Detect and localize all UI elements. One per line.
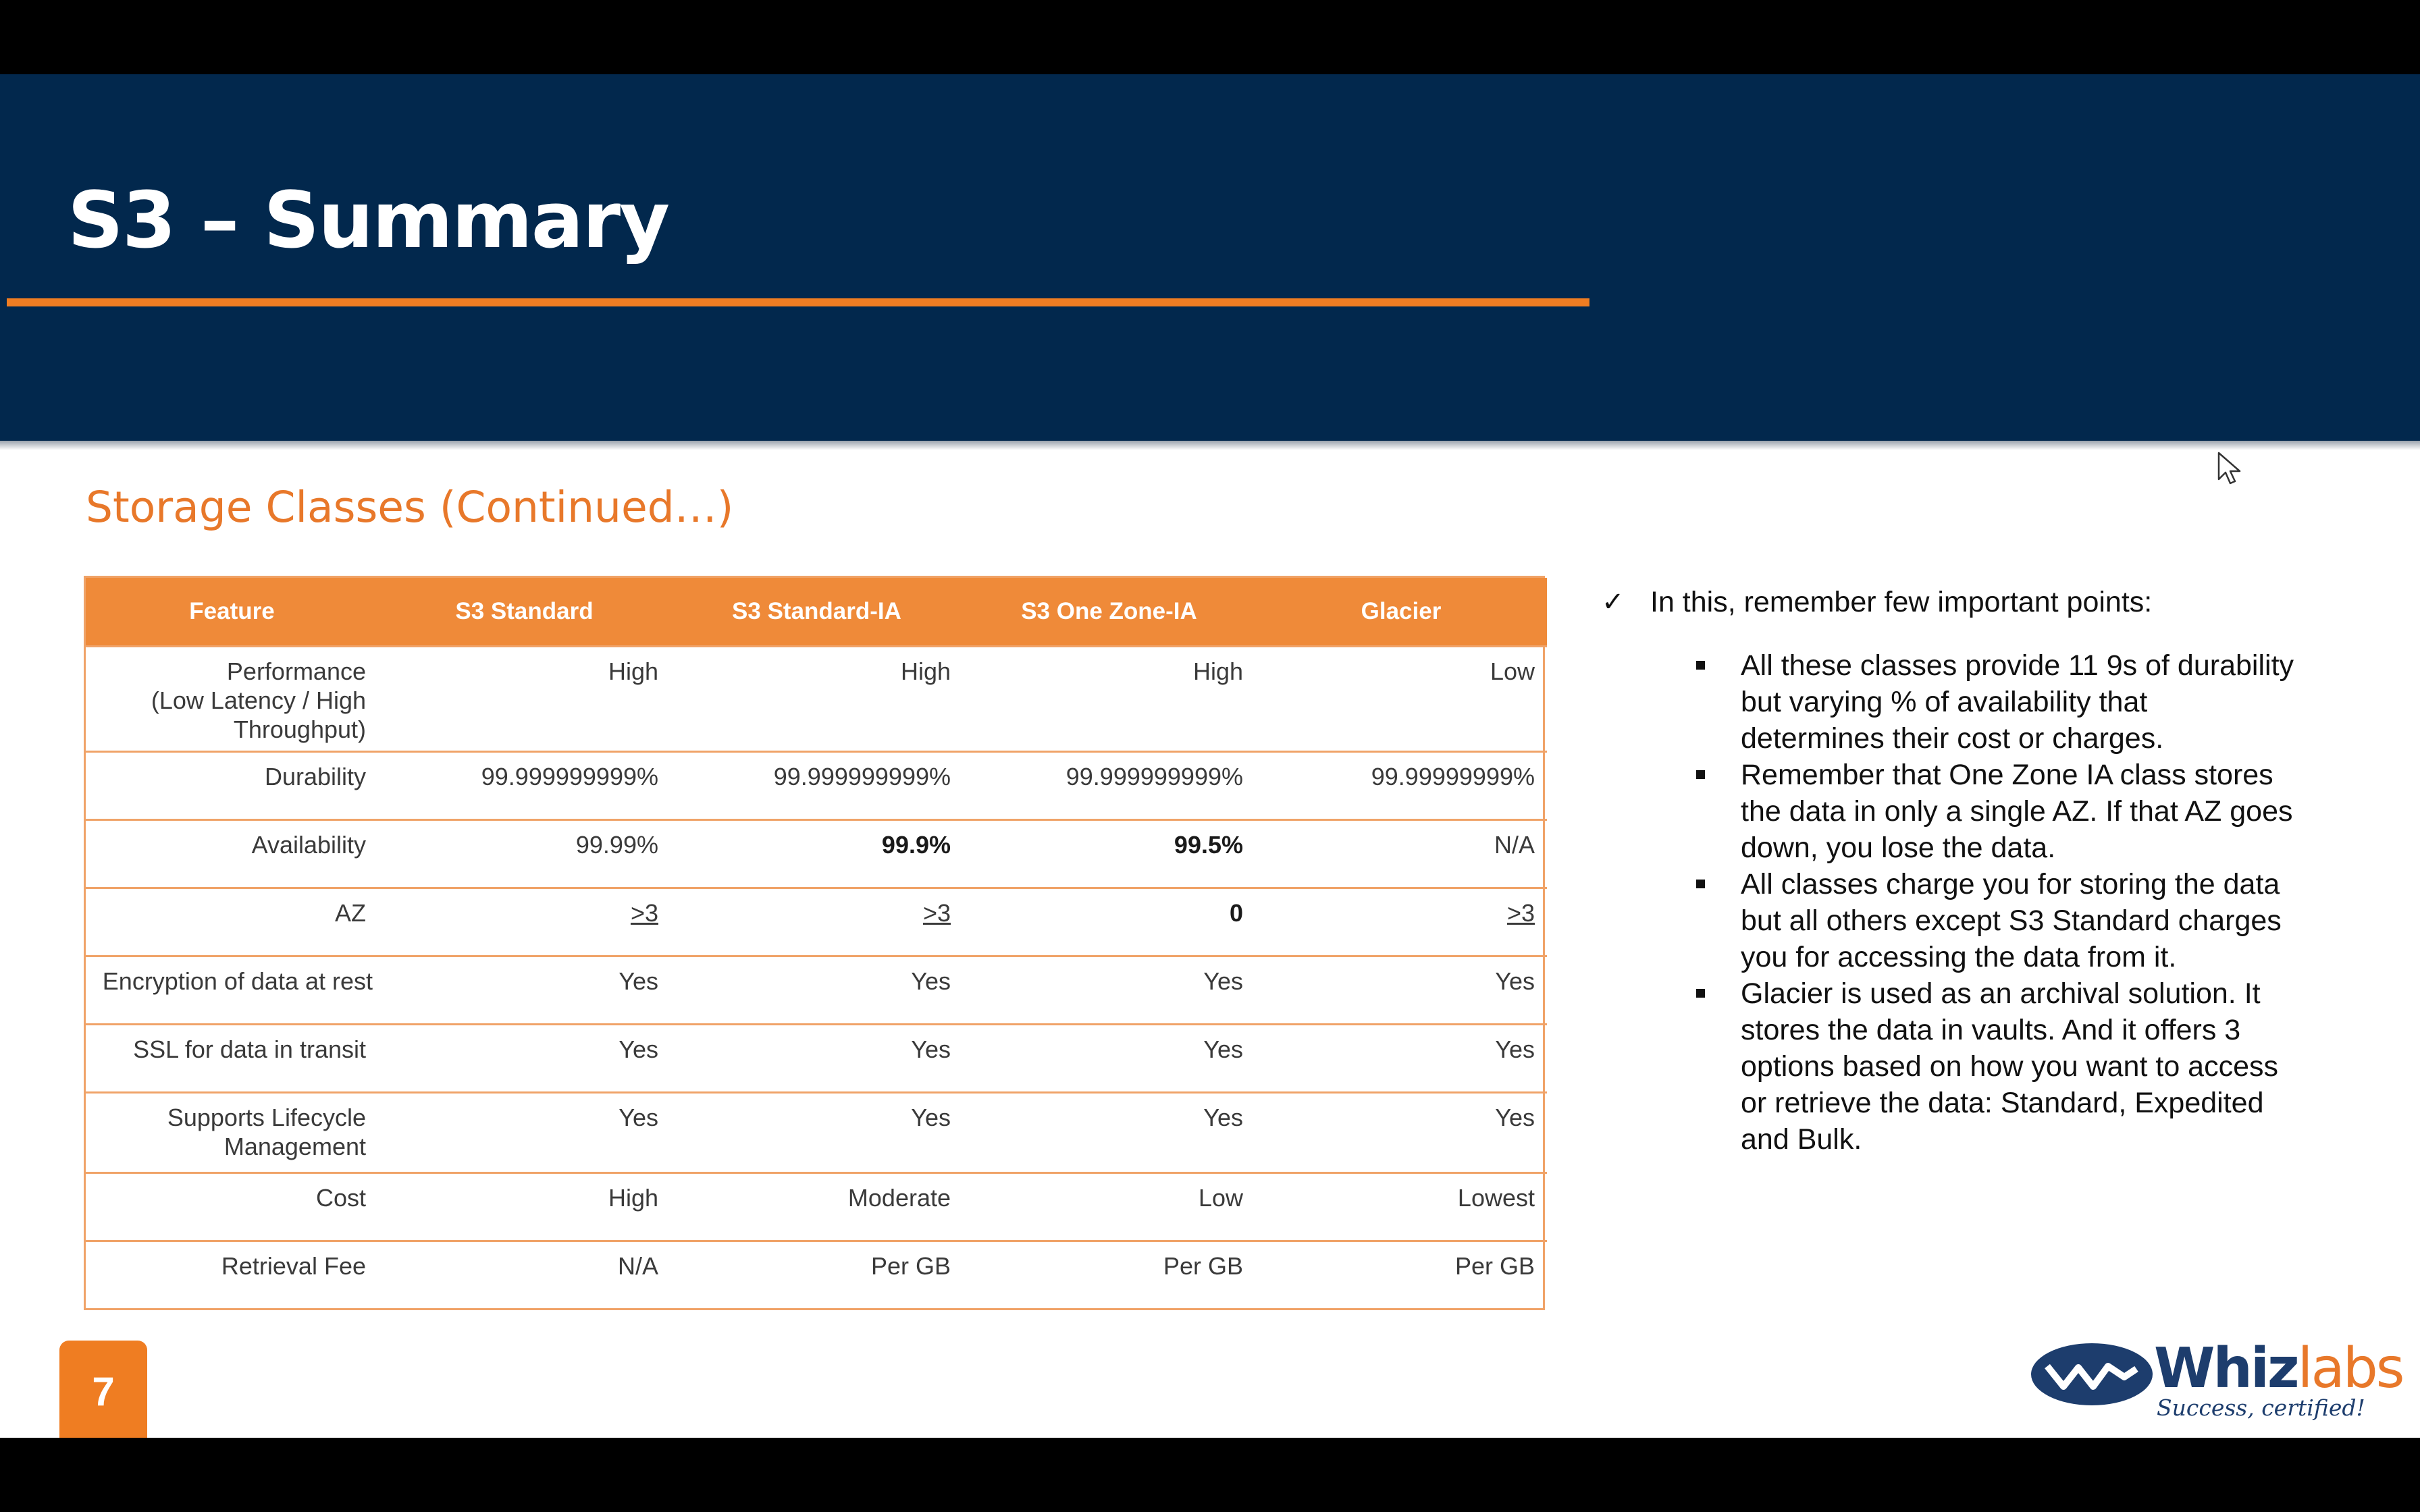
whizlabs-logo-icon (2028, 1336, 2403, 1421)
table-row (86, 820, 1547, 888)
notes-lead (1602, 584, 2297, 620)
table-cell: 99.9% (670, 820, 963, 888)
table-cell: 99.5% (963, 820, 1255, 888)
table-cell: Yes (1255, 956, 1547, 1025)
table-cell: Yes (378, 956, 670, 1025)
storage-classes-table (84, 576, 1545, 1310)
table-cell: Yes (670, 1093, 963, 1173)
table-row (86, 1173, 1547, 1241)
table-cell: High (378, 647, 670, 752)
check-icon: ✓ (1602, 587, 1625, 618)
list-item (1602, 757, 2297, 866)
notes-panel (1602, 584, 2297, 1158)
square-bullet-icon (1696, 661, 1705, 670)
feature-cell: Availability (86, 820, 378, 888)
table-cell: >3 (670, 888, 963, 956)
table-row (86, 1093, 1547, 1173)
logo-mark-icon (2028, 1336, 2154, 1411)
bullet-text: All classes charge you for storing the data but all others except S3 Standard charges you for accessing the data from it. (1741, 868, 2282, 973)
list-item (1602, 975, 2297, 1158)
feature-cell: Durability (86, 752, 378, 820)
table-row (86, 647, 1547, 752)
table-cell: >3 (1255, 888, 1547, 956)
bullet-text: Remember that One Zone IA class stores the data in only a single AZ. If that AZ goes down, you lose the data. (1741, 759, 2293, 864)
table-cell: 99.999999999% (670, 752, 963, 820)
table-cell: N/A (1255, 820, 1547, 888)
square-bullet-icon (1696, 770, 1705, 779)
table-cell: Low (963, 1173, 1255, 1241)
table-row (86, 888, 1547, 956)
bullet-text: All these classes provide 11 9s of durability but varying % of availability that determines their cost or charges. (1741, 649, 2294, 755)
table-cell: Yes (963, 1025, 1255, 1093)
header-feature: Feature (86, 578, 378, 647)
list-item (1602, 866, 2297, 975)
notes-lead-text: In this, remember few important points: (1650, 586, 2153, 618)
table-cell: Yes (378, 1093, 670, 1173)
table-cell: Per GB (963, 1241, 1255, 1309)
table-cell: Yes (670, 956, 963, 1025)
table-cell: Yes (963, 956, 1255, 1025)
header-s3-standard-ia: S3 Standard-IA (670, 578, 963, 647)
table-cell: 99.99% (378, 820, 670, 888)
table-cell: High (963, 647, 1255, 752)
feature-cell: SSL for data in transit (86, 1025, 378, 1093)
table-cell: Yes (1255, 1025, 1547, 1093)
list-item (1602, 647, 2297, 757)
table-cell: Moderate (670, 1173, 963, 1241)
feature-cell: Performance (Low Latency / High Throughput) (86, 647, 378, 752)
table-row (86, 1241, 1547, 1309)
table-cell: 0 (963, 888, 1255, 956)
slide (0, 74, 2420, 1438)
feature-cell: Retrieval Fee (86, 1241, 378, 1309)
feature-cell: Cost (86, 1173, 378, 1241)
logo-wordmark: Whizlabs (2154, 1336, 2403, 1401)
table-row (86, 956, 1547, 1025)
table-cell: Lowest (1255, 1173, 1547, 1241)
table-row (86, 1025, 1547, 1093)
table-cell: Yes (963, 1093, 1255, 1173)
notes-bullet-list (1602, 647, 2297, 1158)
table-cell: Per GB (1255, 1241, 1547, 1309)
feature-cell: Encryption of data at rest (86, 956, 378, 1025)
header-s3-standard: S3 Standard (378, 578, 670, 647)
page-number-badge: 7 (59, 1341, 147, 1438)
slide-header (0, 74, 2420, 441)
table-cell: Yes (670, 1025, 963, 1093)
table-cell: High (378, 1173, 670, 1241)
mouse-cursor-icon (2217, 451, 2244, 487)
table-cell: 99.999999999% (378, 752, 670, 820)
table-cell: High (670, 647, 963, 752)
square-bullet-icon (1696, 880, 1705, 888)
table-cell: Low (1255, 647, 1547, 752)
logo-tagline: Success, certified! (2157, 1395, 2365, 1421)
bullet-text: Glacier is used as an archival solution. It stores the data in vaults. And it offers 3 options based on how you want to access or retrieve the data: Standard, Expedited and Bulk. (1741, 977, 2279, 1156)
table-cell: 99.999999999% (963, 752, 1255, 820)
table-cell: N/A (378, 1241, 670, 1309)
table-cell: Per GB (670, 1241, 963, 1309)
table-header-row (86, 578, 1547, 647)
table-cell: Yes (1255, 1093, 1547, 1173)
feature-cell: AZ (86, 888, 378, 956)
table-cell: 99.99999999% (1255, 752, 1547, 820)
table-cell: Yes (378, 1025, 670, 1093)
header-s3-one-zone-ia: S3 One Zone-IA (963, 578, 1255, 647)
feature-cell: Supports Lifecycle Management (86, 1093, 378, 1173)
square-bullet-icon (1696, 989, 1705, 998)
slide-title: S3 – Summary (68, 176, 669, 266)
slide-subtitle: Storage Classes (Continued…) (86, 483, 734, 532)
title-underline (7, 298, 1589, 306)
header-glacier: Glacier (1255, 578, 1547, 647)
table-cell: >3 (378, 888, 670, 956)
table-row (86, 752, 1547, 820)
header-shadow (0, 441, 2420, 450)
